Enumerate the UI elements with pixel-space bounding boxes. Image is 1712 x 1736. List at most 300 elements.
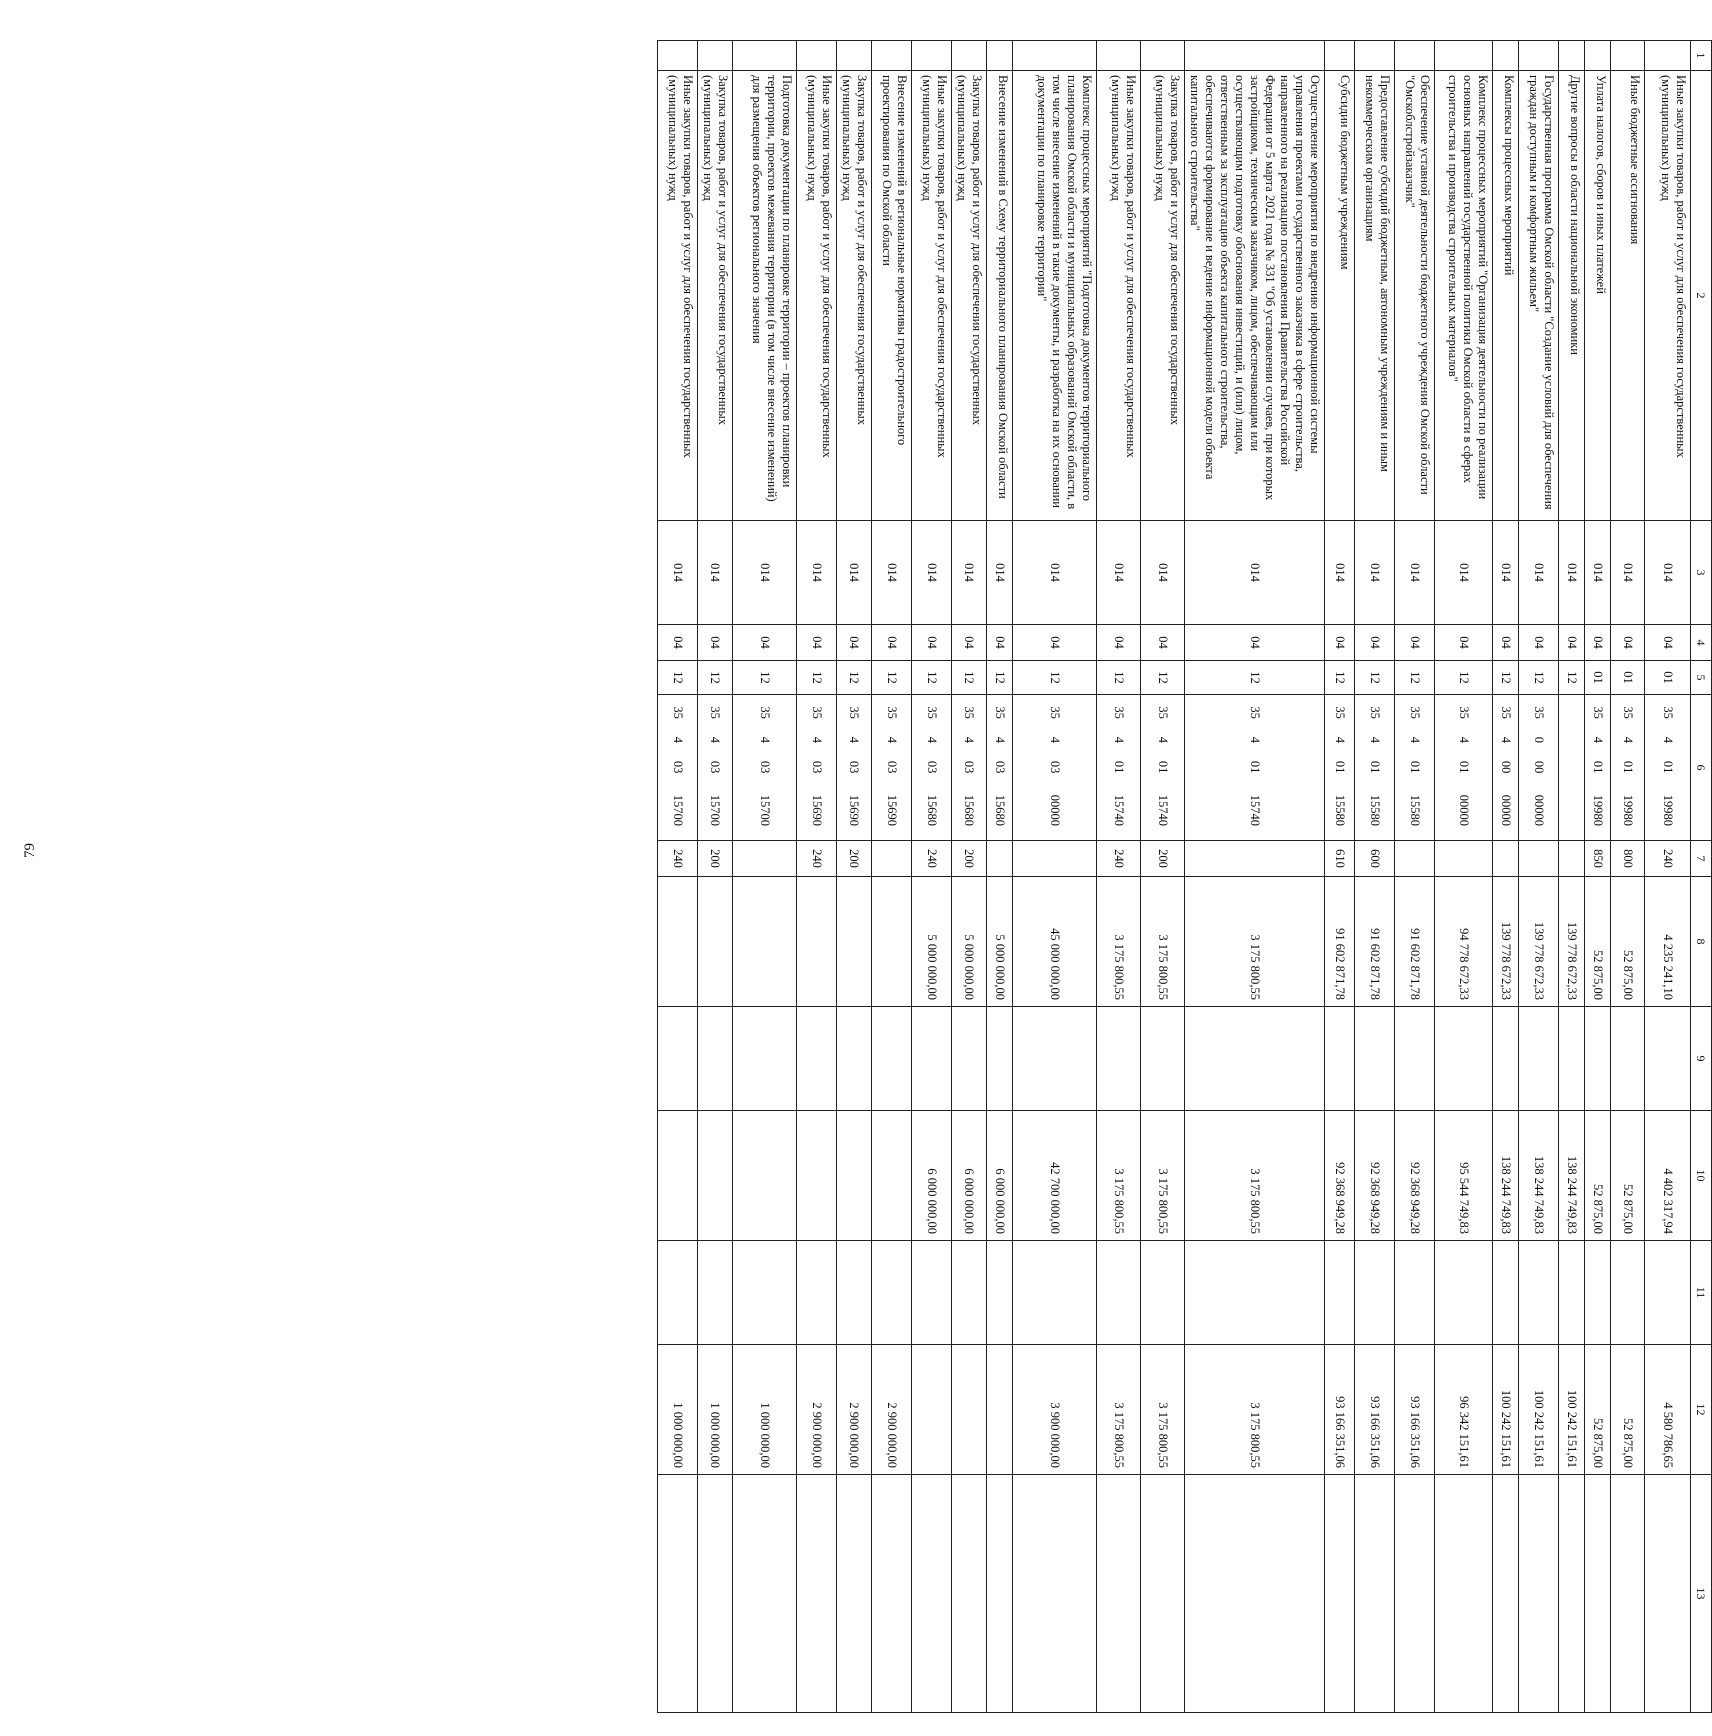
- cell-col9: [1325, 1007, 1355, 1111]
- cell-col1: [1435, 41, 1493, 71]
- cell-col7: 200: [698, 841, 733, 877]
- cell-col12: 93 166 351,06: [1395, 1345, 1435, 1475]
- code-part-p3: 03: [708, 760, 723, 774]
- cell-col9: [837, 1007, 872, 1111]
- cell-col9: [1395, 1007, 1435, 1111]
- column-number-6: 6: [1691, 695, 1712, 841]
- cell-col8: [698, 877, 733, 1007]
- target-code: [962, 695, 977, 840]
- cell-col13: [1013, 1475, 1097, 1713]
- code-part-p2: 4: [1048, 736, 1062, 743]
- cell-name: Иные закупки товаров, работ и услуг для обеспечения государственных (муниципальных) нужд: [797, 71, 837, 521]
- cell-col1: [1097, 41, 1141, 71]
- cell-col11: [912, 1241, 952, 1345]
- cell-col8: 3 175 800,55: [1141, 877, 1185, 1007]
- cell-col1: [1395, 41, 1435, 71]
- cell-col4: 04: [1141, 625, 1185, 661]
- code-part-p4: 15740: [1248, 794, 1262, 826]
- cell-col10: 138 244 749,83: [1559, 1111, 1585, 1241]
- cell-col9: [952, 1007, 987, 1111]
- cell-col13: [837, 1475, 872, 1713]
- code-part-p2: 4: [962, 736, 977, 743]
- code-part-p3: 03: [993, 760, 1007, 774]
- cell-col9: [1585, 1007, 1611, 1111]
- code-part-p4: 15700: [708, 794, 723, 826]
- target-code: [1407, 695, 1422, 840]
- code-part-p4: 15740: [1156, 794, 1170, 826]
- code-part-p2: 4: [1156, 736, 1170, 743]
- cell-col11: [1559, 1241, 1585, 1345]
- code-part-p2: 4: [1457, 736, 1471, 743]
- cell-col12: 2 900 000,00: [872, 1345, 912, 1475]
- cell-col8: 91 602 871,78: [1355, 877, 1395, 1007]
- cell-col7: 240: [912, 841, 952, 877]
- cell-col5: 12: [1141, 661, 1185, 695]
- cell-col7: 240: [1645, 841, 1691, 877]
- cell-col9: [1185, 1007, 1325, 1111]
- cell-col13: [658, 1475, 698, 1713]
- code-part-p4: 15580: [1333, 794, 1347, 826]
- cell-col7: 800: [1611, 841, 1645, 877]
- cell-col4: 04: [1435, 625, 1493, 661]
- cell-name: Закупка товаров, работ и услуг для обеспечения государственных (муниципальных) нужд: [837, 71, 872, 521]
- cell-col8: 52 875,00: [1611, 877, 1645, 1007]
- cell-col4: 04: [1185, 625, 1325, 661]
- header-row: [1691, 41, 1712, 1713]
- cell-col11: [733, 1241, 797, 1345]
- table-row: [1435, 41, 1493, 1713]
- cell-col12: 52 875,00: [1585, 1345, 1611, 1475]
- cell-col13: [1141, 1475, 1185, 1713]
- cell-col12: 2 900 000,00: [837, 1345, 872, 1475]
- cell-col3: 014: [837, 521, 872, 625]
- cell-col11: [1355, 1241, 1395, 1345]
- code-part-p2: 4: [671, 736, 685, 743]
- code-part-p4: 19980: [1621, 794, 1635, 826]
- code-part-p1: 35: [925, 706, 939, 719]
- cell-col5: 12: [1325, 661, 1355, 695]
- code-part-p3: 01: [1156, 760, 1170, 774]
- cell-col4: 04: [1559, 625, 1585, 661]
- cell-col7: [1395, 841, 1435, 877]
- code-part-p1: 35: [1368, 706, 1382, 719]
- cell-col10: [658, 1111, 698, 1241]
- cell-col8: 5 000 000,00: [912, 877, 952, 1007]
- cell-col9: [912, 1007, 952, 1111]
- cell-col5: 12: [658, 661, 698, 695]
- cell-col13: [1097, 1475, 1141, 1713]
- code-part-p2: 4: [1661, 736, 1675, 743]
- cell-col8: 139 778 672,33: [1559, 877, 1585, 1007]
- table-row: [733, 41, 797, 1713]
- code-part-p4: 00000: [1048, 794, 1062, 826]
- cell-col3: 014: [1645, 521, 1691, 625]
- code-part-p1: 35: [1457, 706, 1471, 719]
- cell-col13: [733, 1475, 797, 1713]
- cell-target-code: [698, 695, 733, 841]
- table-row: [1493, 41, 1519, 1713]
- cell-col12: [912, 1345, 952, 1475]
- cell-name: Закупка товаров, работ и услуг для обеспечения государственных (муниципальных) нужд: [952, 71, 987, 521]
- cell-col8: 3 175 800,55: [1185, 877, 1325, 1007]
- cell-col9: [797, 1007, 837, 1111]
- cell-col5: 12: [1395, 661, 1435, 695]
- target-code: [1531, 695, 1546, 840]
- code-part-p4: 15690: [810, 794, 824, 826]
- cell-col11: [872, 1241, 912, 1345]
- cell-col13: [1395, 1475, 1435, 1713]
- table-row: [987, 41, 1013, 1713]
- target-code: [924, 695, 939, 840]
- code-part-p2: 4: [847, 736, 862, 743]
- code-part-p3: 01: [1248, 760, 1262, 774]
- cell-col3: 014: [872, 521, 912, 625]
- cell-col1: [1493, 41, 1519, 71]
- cell-name: Предоставление субсидий бюджетным, автономным учреждениям и иным некоммерческим организациям: [1355, 71, 1395, 521]
- cell-col8: [658, 877, 698, 1007]
- target-code: [1247, 695, 1262, 840]
- target-code: [992, 695, 1007, 840]
- cell-col4: 04: [1493, 625, 1519, 661]
- cell-col7: 240: [1097, 841, 1141, 877]
- cell-col8: 91 602 871,78: [1325, 877, 1355, 1007]
- cell-col4: 04: [1611, 625, 1645, 661]
- cell-col5: 12: [1435, 661, 1493, 695]
- code-part-p3: 03: [925, 760, 939, 774]
- code-part-p3: 00: [1532, 760, 1546, 774]
- cell-name: Уплата налогов, сборов и иных платежей: [1585, 71, 1611, 521]
- cell-col13: [1519, 1475, 1559, 1713]
- cell-col4: 04: [797, 625, 837, 661]
- cell-col9: [1097, 1007, 1141, 1111]
- cell-target-code: [987, 695, 1013, 841]
- cell-name: Подготовка документации по планировке территории – проектов планировки территории, проектов межевания территории (в том числе внесение изменений) для размещения объектов регионального значения: [733, 71, 797, 521]
- cell-col1: [698, 41, 733, 71]
- cell-col13: [912, 1475, 952, 1713]
- cell-col3: 014: [987, 521, 1013, 625]
- cell-col13: [1585, 1475, 1611, 1713]
- cell-col4: 04: [1013, 625, 1097, 661]
- cell-col11: [1611, 1241, 1645, 1345]
- table-row: [698, 41, 733, 1713]
- cell-col12: 3 175 800,55: [1185, 1345, 1325, 1475]
- table-row: [1185, 41, 1325, 1713]
- cell-target-code: [1493, 695, 1519, 841]
- cell-col8: 139 778 672,33: [1519, 877, 1559, 1007]
- cell-col11: [698, 1241, 733, 1345]
- code-part-p2: 4: [925, 736, 939, 743]
- cell-col10: 6 000 000,00: [912, 1111, 952, 1241]
- cell-col8: 94 778 672,33: [1435, 877, 1493, 1007]
- column-number-2: 2: [1691, 71, 1712, 521]
- target-code: [809, 695, 824, 840]
- cell-col4: 04: [1325, 625, 1355, 661]
- cell-col8: 52 875,00: [1585, 877, 1611, 1007]
- code-part-p4: 15690: [885, 794, 899, 826]
- cell-col4: 04: [1519, 625, 1559, 661]
- cell-col12: 100 242 151,61: [1519, 1345, 1559, 1475]
- code-part-p1: 35: [1532, 706, 1546, 719]
- code-part-p2: 4: [1591, 736, 1605, 743]
- cell-col5: 01: [1585, 661, 1611, 695]
- cell-col9: [1013, 1007, 1097, 1111]
- code-part-p3: 01: [1408, 760, 1422, 774]
- cell-col5: 12: [1493, 661, 1519, 695]
- cell-col12: 96 342 151,61: [1435, 1345, 1493, 1475]
- cell-col1: [1185, 41, 1325, 71]
- cell-target-code: [912, 695, 952, 841]
- cell-col1: [1013, 41, 1097, 71]
- cell-col1: [658, 41, 698, 71]
- cell-col10: 3 175 800,55: [1141, 1111, 1185, 1241]
- cell-col3: 014: [1097, 521, 1141, 625]
- cell-col7: 240: [797, 841, 837, 877]
- cell-name: Комплексы процессных мероприятий: [1493, 71, 1519, 521]
- cell-name: Обеспечение уставной деятельности бюджетного учреждения Омской области "Омскоблстройзаказчик": [1395, 71, 1435, 521]
- code-part-p3: 01: [1112, 760, 1126, 774]
- cell-col4: 04: [1395, 625, 1435, 661]
- cell-col7: 200: [1141, 841, 1185, 877]
- table-row: [1585, 41, 1611, 1713]
- column-number-8: 8: [1691, 877, 1712, 1007]
- code-part-p1: 35: [847, 706, 862, 719]
- cell-col12: 52 875,00: [1611, 1345, 1645, 1475]
- cell-col4: 04: [837, 625, 872, 661]
- cell-col11: [1645, 1241, 1691, 1345]
- cell-col11: [1097, 1241, 1141, 1345]
- cell-col13: [1611, 1475, 1645, 1713]
- code-part-p4: 00000: [1499, 794, 1513, 826]
- cell-target-code: [872, 695, 912, 841]
- budget-table: [657, 40, 1712, 1713]
- cell-col1: [1355, 41, 1395, 71]
- cell-col10: [733, 1111, 797, 1241]
- cell-col3: 014: [1355, 521, 1395, 625]
- code-part-p2: 4: [708, 736, 723, 743]
- cell-col10: 138 244 749,83: [1519, 1111, 1559, 1241]
- cell-col3: 014: [1585, 521, 1611, 625]
- code-part-p3: 03: [671, 760, 685, 774]
- cell-col12: 93 166 351,06: [1325, 1345, 1355, 1475]
- cell-target-code: [1013, 695, 1097, 841]
- cell-col5: 12: [1559, 661, 1585, 695]
- table-row: [1559, 41, 1585, 1713]
- code-part-p2: 4: [993, 736, 1007, 743]
- target-code: [708, 695, 723, 840]
- cell-col8: 45 000 000,00: [1013, 877, 1097, 1007]
- cell-col10: 52 875,00: [1611, 1111, 1645, 1241]
- cell-name: Закупка товаров, работ и услуг для обеспечения государственных (муниципальных) нужд: [698, 71, 733, 521]
- target-code: [1111, 695, 1126, 840]
- code-part-p1: 35: [708, 706, 723, 719]
- code-part-p1: 35: [1499, 706, 1513, 719]
- cell-col1: [1519, 41, 1559, 71]
- cell-col7: 200: [952, 841, 987, 877]
- code-part-p1: 35: [1408, 706, 1422, 719]
- cell-col13: [987, 1475, 1013, 1713]
- target-code: [1367, 695, 1382, 840]
- code-part-p1: 35: [885, 706, 899, 719]
- cell-col3: 014: [1559, 521, 1585, 625]
- cell-col13: [1559, 1475, 1585, 1713]
- cell-name: Субсидии бюджетным учреждениям: [1325, 71, 1355, 521]
- cell-col5: 12: [733, 661, 797, 695]
- code-part-p1: 35: [1156, 706, 1170, 719]
- cell-col11: [1141, 1241, 1185, 1345]
- cell-col7: [1435, 841, 1493, 877]
- column-number-5: 5: [1691, 661, 1712, 695]
- cell-col3: 014: [1519, 521, 1559, 625]
- cell-col10: [698, 1111, 733, 1241]
- cell-col12: 4 580 786,65: [1645, 1345, 1691, 1475]
- cell-col4: 04: [872, 625, 912, 661]
- cell-col5: 12: [837, 661, 872, 695]
- cell-col10: 92 368 949,28: [1355, 1111, 1395, 1241]
- code-part-p3: 01: [1368, 760, 1382, 774]
- cell-col4: 04: [1355, 625, 1395, 661]
- cell-col3: 014: [1185, 521, 1325, 625]
- cell-col8: 3 175 800,55: [1097, 877, 1141, 1007]
- cell-col12: 3 900 000,00: [1013, 1345, 1097, 1475]
- code-part-p3: 03: [810, 760, 824, 774]
- cell-col1: [797, 41, 837, 71]
- code-part-p1: 35: [1591, 706, 1605, 719]
- code-part-p1: 35: [1333, 706, 1347, 719]
- code-part-p3: 03: [847, 760, 862, 774]
- code-part-p3: 01: [1621, 760, 1635, 774]
- target-code: [1498, 695, 1513, 840]
- cell-col3: 014: [1611, 521, 1645, 625]
- cell-col9: [658, 1007, 698, 1111]
- cell-col5: 12: [872, 661, 912, 695]
- cell-col11: [1519, 1241, 1559, 1345]
- table-row: [912, 41, 952, 1713]
- cell-col13: [1355, 1475, 1395, 1713]
- cell-col3: 014: [1325, 521, 1355, 625]
- code-part-p4: 15680: [962, 794, 977, 826]
- cell-col1: [1559, 41, 1585, 71]
- cell-col4: 04: [733, 625, 797, 661]
- code-part-p1: 35: [758, 706, 772, 719]
- cell-name: Другие вопросы в области национальной экономики: [1559, 71, 1585, 521]
- target-code: [757, 695, 772, 840]
- table-row: [1013, 41, 1097, 1713]
- cell-col7: [1493, 841, 1519, 877]
- table-row: [952, 41, 987, 1713]
- cell-col1: [1585, 41, 1611, 71]
- code-part-p2: 4: [1112, 736, 1126, 743]
- cell-target-code: [1559, 695, 1585, 841]
- cell-col10: 138 244 749,83: [1493, 1111, 1519, 1241]
- cell-col10: 92 368 949,28: [1325, 1111, 1355, 1241]
- cell-name: Иные бюджетные ассигнования: [1611, 71, 1645, 521]
- cell-name: Внесение изменений в региональные нормативы градостроительного проектирования по Омской области: [872, 71, 912, 521]
- cell-col12: 3 175 800,55: [1097, 1345, 1141, 1475]
- cell-col5: 01: [1645, 661, 1691, 695]
- cell-col11: [987, 1241, 1013, 1345]
- cell-target-code: [797, 695, 837, 841]
- cell-col10: 6 000 000,00: [952, 1111, 987, 1241]
- cell-target-code: [1355, 695, 1395, 841]
- cell-col10: [837, 1111, 872, 1241]
- target-code: [670, 695, 685, 840]
- cell-name: Комплекс процессных мероприятий "Подготовка документов территориального планирования Омской области и муниципальных образований Омской области, в том числе внесение изменений в такие документы, и разработка на их основании документации по планировке территории": [1013, 71, 1097, 521]
- cell-col10: [872, 1111, 912, 1241]
- cell-target-code: [1519, 695, 1559, 841]
- column-number-10: 10: [1691, 1111, 1712, 1241]
- cell-col9: [1519, 1007, 1559, 1111]
- code-part-p4: 00000: [1532, 794, 1546, 826]
- cell-col4: 04: [952, 625, 987, 661]
- cell-name: Внесение изменений в Схему территориального планирования Омской области: [987, 71, 1013, 521]
- cell-col5: 12: [1013, 661, 1097, 695]
- cell-target-code: [1611, 695, 1645, 841]
- cell-col7: [987, 841, 1013, 877]
- cell-col11: [1493, 1241, 1519, 1345]
- cell-col4: 04: [1097, 625, 1141, 661]
- cell-col3: 014: [952, 521, 987, 625]
- cell-col3: 014: [733, 521, 797, 625]
- code-part-p4: 15580: [1368, 794, 1382, 826]
- table-row: [1395, 41, 1435, 1713]
- cell-col8: 4 235 241,10: [1645, 877, 1691, 1007]
- code-part-p4: 15680: [925, 794, 939, 826]
- column-number-9: 9: [1691, 1007, 1712, 1111]
- code-part-p2: 4: [1408, 736, 1422, 743]
- cell-target-code: [733, 695, 797, 841]
- cell-col10: 4 402 317,94: [1645, 1111, 1691, 1241]
- cell-col13: [1435, 1475, 1493, 1713]
- cell-col1: [1325, 41, 1355, 71]
- cell-col12: 1 000 000,00: [698, 1345, 733, 1475]
- cell-name: Закупка товаров, работ и услуг для обеспечения государственных (муниципальных) нужд: [1141, 71, 1185, 521]
- column-number-13: 13: [1691, 1475, 1712, 1713]
- table-row: [658, 41, 698, 1713]
- cell-col12: 100 242 151,61: [1493, 1345, 1519, 1475]
- cell-col9: [872, 1007, 912, 1111]
- cell-col8: [797, 877, 837, 1007]
- code-part-p2: 4: [1621, 736, 1635, 743]
- cell-col9: [698, 1007, 733, 1111]
- code-part-p1: 35: [962, 706, 977, 719]
- cell-target-code: [1395, 695, 1435, 841]
- cell-col11: [1325, 1241, 1355, 1345]
- table-row: [1097, 41, 1141, 1713]
- cell-name: Иные закупки товаров, работ и услуг для обеспечения государственных (муниципальных) нужд: [1097, 71, 1141, 521]
- table-row: [837, 41, 872, 1713]
- cell-col12: 1 000 000,00: [733, 1345, 797, 1475]
- cell-col10: 52 875,00: [1585, 1111, 1611, 1241]
- cell-col12: [987, 1345, 1013, 1475]
- cell-col13: [952, 1475, 987, 1713]
- code-part-p2: 4: [1368, 736, 1382, 743]
- cell-col11: [1395, 1241, 1435, 1345]
- code-part-p4: 15680: [993, 794, 1007, 826]
- code-part-p3: 01: [1333, 760, 1347, 774]
- cell-col3: 014: [1141, 521, 1185, 625]
- cell-col4: 04: [987, 625, 1013, 661]
- cell-col12: [952, 1345, 987, 1475]
- cell-name: Комплекс процессных мероприятий "Организация деятельности по реализации основных направлений государственной политики Омской области в сферах строительства и производства строительных материалов": [1435, 71, 1493, 521]
- cell-col5: 12: [698, 661, 733, 695]
- target-code: [1332, 695, 1347, 840]
- cell-target-code: [1325, 695, 1355, 841]
- cell-col9: [1141, 1007, 1185, 1111]
- cell-target-code: [952, 695, 987, 841]
- table-body: [658, 41, 1712, 1713]
- cell-col9: [1611, 1007, 1645, 1111]
- cell-col5: 01: [1611, 661, 1645, 695]
